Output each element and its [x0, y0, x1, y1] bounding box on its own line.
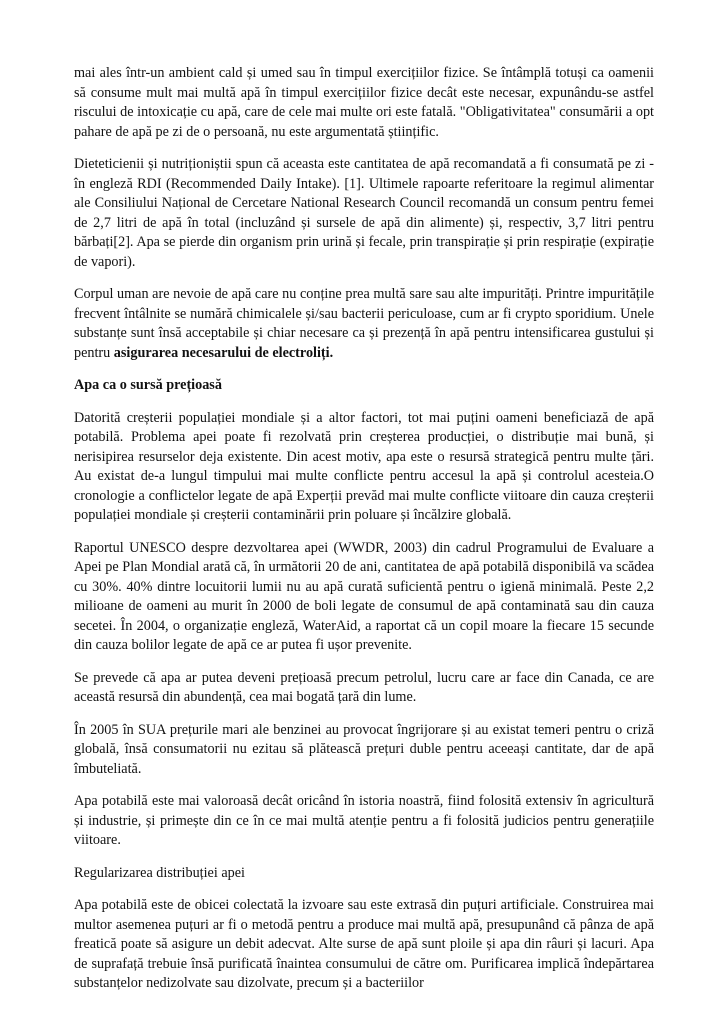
- electrolytes-emphasis: asigurarea necesarului de electroliți.: [113, 344, 334, 361]
- section-heading-precious-resource: Apa ca o sursă prețioasă: [74, 377, 222, 393]
- paragraph-usa-prices: În 2005 în SUA prețurile mari ale benzinei au provocat îngrijorare și au existat temeri pentru o criză globală, însă consumatorii nu ezitau să plătească prețuri duble pentru aceeași cantitate, dar de apă îmbuteliată.: [74, 721, 654, 777]
- paragraph-unesco-report: Raportul UNESCO despre dezvoltarea apei (WWDR, 2003) din cadrul Programului de Evaluare a Apei pe Plan Mondial arată că, în următorii 20 de ani, cantitatea de apă potabilă disponibilă va scădea cu 30%. 40% dintre locuitorii lumii nu au apă curată suficientă pentru o igienă minimală. Peste 2,2 milioane de oameni au murit în 2000 de boli legate de consumul de apă contaminată sau din cauza secetei. În 2004, o organizație engleză, WaterAid, a raportat că un copil moare la fiecare 15 secunde din cauza bolilor legate de apă ce ar putea fi ușor prevenite.: [74, 539, 654, 653]
- paragraph-population-growth: Datorită creșterii populației mondiale și a altor factori, tot mai puțini oameni beneficiază de apă potabilă. Problema apei poate fi rezolvată prin creșterea producției, o distribuție mai bună, și nerisipirea resurselor deja existente. Din acest motiv, apa este o resursă strategică pentru multe țări. Au existat de-a lungul timpului mai multe conflicte pentru accesul la apă și controlul acesteia.O cronologie a conflictelor legate de apă Experții prevăd mai multe conflicte viitoare din cauza creșterii populației mondiale și creșterii contaminării prin poluare și încălzire globală.: [74, 409, 654, 523]
- paragraph-value-of-water: Apa potabilă este mai valoroasă decât oricând în istoria noastră, fiind folosită extensiv în agricultură și industrie, și primește din ce în ce mai multă atenție pentru a fi folosită judicios pentru generațiile viitoare.: [74, 793, 654, 848]
- paragraph-canada: Se prevede că apa ar putea deveni prețioasă precum petrolul, lucru care ar face din Canada, ce are această resursă din abundență, cea mai bogată țară din lume.: [74, 669, 654, 705]
- paragraph-impurities: [74, 285, 654, 363]
- paragraph-recommended-intake: Dieteticienii și nutriționiștii spun că aceasta este cantitatea de apă recomandată a fi consumată pe zi - în engleză RDI (Recommended Daily Intake). [1]. Ultimele rapoarte referitoare la regimul alimentar ale Consiliului Național de Cercetare National Research Council recomandă un consum pentru femei de 2,7 litri de apă în total (incluzând și sursele de apă din alimente) și, respectiv, 3,7 litri pentru bărbați[2]. Apa se pierde din organism prin urină și fecale, prin transpirație și prin respirație (expirație de vapori).: [74, 156, 654, 270]
- section-heading-distribution: Regularizarea distribuției apei: [74, 864, 245, 881]
- paragraph-impurities-text: Corpul uman are nevoie de apă care nu conține prea multă sare sau alte impurități. Printre impuritățile frecvent întâlnite se numără chimicalele și/sau bacterii periculoase, cum ar fi crypto sporidium. Unele substanțe sunt însă acceptabile și chiar necesare ca și prezență în apă pentru intensificarea gustului și pentru: [74, 286, 654, 361]
- paragraph-collection-purification: Apa potabilă este de obicei colectată la izvoare sau este extrasă din puțuri artificiale. Construirea mai multor asemenea puțuri ar fi o metodă pentru a produce mai multă apă, presupunând că pânza de apă freatică poate să asigure un debit adecvat. Alte surse de apă sunt ploile și apa din râuri și lacuri. Apa de suprafață trebuie însă purificată înaintea consumului de către om. Purificarea implică îndepărtarea substanțelor nedizolvate sau dizolvate, precum și a bacteriilor: [74, 897, 654, 991]
- paragraph-hydration-risk: mai ales într-un ambient cald și umed sau în timpul exercițiilor fizice. Se întâmplă totuși ca oamenii să consume mult mai multă apă în timpul exercițiilor fizice decât este necesar, expunându-se astfel riscului de intoxicație cu apă, care de cele mai multe ori este fatală. "Obligativitatea" consumării a opt pahare de apă pe zi de o persoană, nu este argumentată științific.: [74, 65, 654, 140]
